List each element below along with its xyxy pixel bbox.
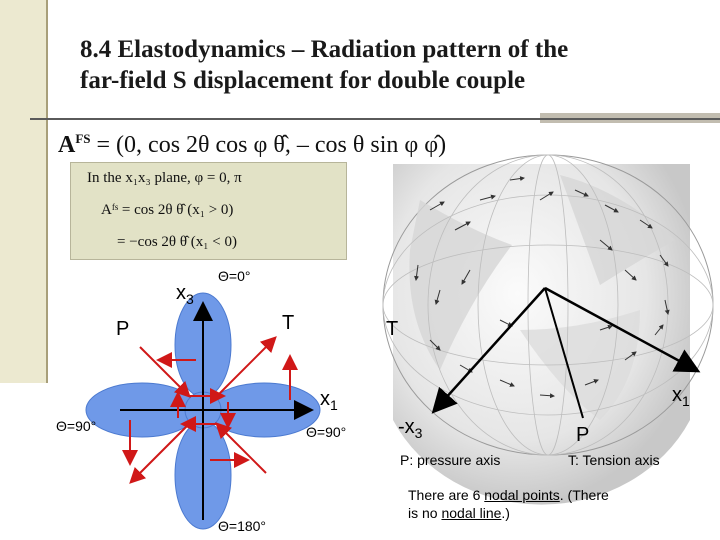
legend-t-text: : Tension axis: [575, 452, 660, 468]
sphere-neg-x3-letter: -x: [398, 416, 415, 438]
sphere-x1-letter: x: [672, 384, 682, 406]
x3-axis-label: [176, 282, 194, 307]
sphere-neg-x3-sub: 3: [414, 425, 423, 441]
inset-line-2: Aᶠˢ = cos 2θ θ̂ (x₁ > 0): [101, 202, 234, 218]
formula-lhs-symbol: A: [58, 132, 76, 158]
pattern-p-label: P: [116, 318, 130, 340]
sphere-neg-x3-label: [398, 416, 422, 441]
legend-pressure: [400, 452, 500, 468]
x3-axis-letter: x: [176, 282, 186, 304]
pattern-t-label: T: [282, 312, 295, 334]
x1-axis-letter: x: [320, 388, 330, 410]
note-nodal-points: nodal points: [484, 487, 560, 503]
slide-title-line-1: 8.4 Elastodynamics – Radiation pattern of the: [80, 36, 569, 63]
note-nodal-line: nodal line: [441, 505, 502, 521]
legend-p-text: : pressure axis: [409, 452, 501, 468]
note-part3: is no: [408, 505, 442, 521]
sphere-x1-label: [672, 384, 690, 409]
theta-90-left-label: Θ=90°: [56, 418, 97, 434]
sphere-x1-sub: 1: [682, 393, 690, 409]
nodal-note-line-2: [408, 504, 609, 522]
note-part4: .): [501, 505, 510, 521]
sphere-t-label: T: [386, 318, 399, 340]
formula-body: = (0, cos 2θ cos φ θ̂, – cos θ sin φ φ̂): [96, 132, 447, 158]
legend-p-key: P: [400, 452, 410, 468]
x3-axis-sub: 3: [186, 291, 194, 307]
note-part1: There are 6: [408, 487, 485, 503]
legend-t-key: T: [568, 452, 575, 468]
legend-tension: [568, 452, 660, 468]
x1-axis-label: [320, 388, 338, 413]
note-part2: . (There: [559, 487, 609, 503]
nodal-note: [408, 486, 609, 522]
sphere-p-label: P: [576, 424, 590, 446]
theta-90-right-label: Θ=90°: [306, 424, 347, 440]
formula-lhs-sup: FS: [75, 131, 91, 146]
inset-line-3: = −cos 2θ θ̂ (x₁ < 0): [117, 234, 237, 250]
theta-0-label: Θ=0°: [218, 268, 251, 284]
theta-180-label: Θ=180°: [218, 518, 267, 534]
x1-axis-sub: 1: [330, 397, 338, 413]
slide-title-line-2: far-field S displacement for double couple: [80, 67, 526, 94]
nodal-note-line-1: [408, 486, 609, 504]
inset-line-1: In the x₁x₃ plane, φ = 0, π: [87, 170, 242, 186]
